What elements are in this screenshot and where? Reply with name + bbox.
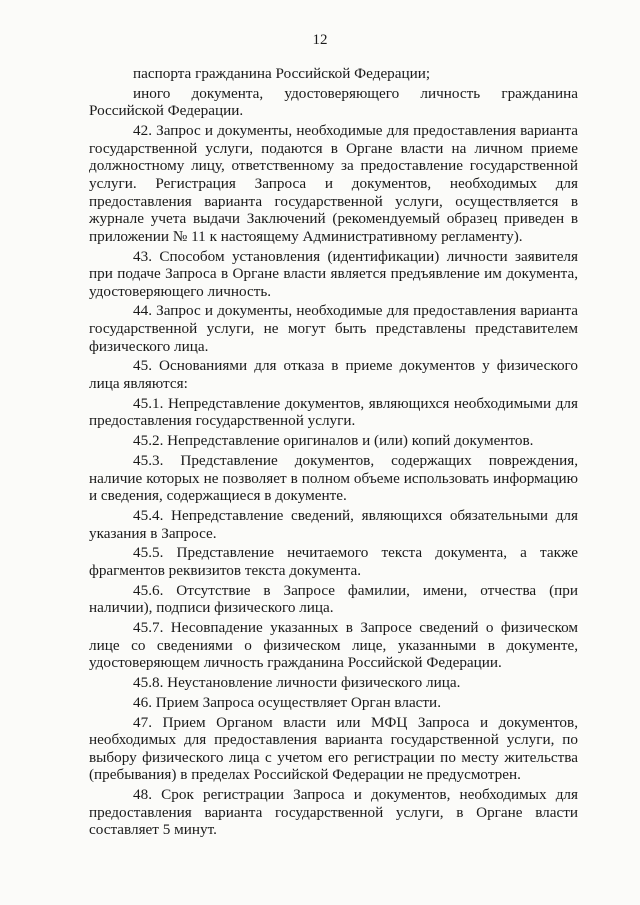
paragraph-48: 48. Срок регистрации Запроса и документов, необходимых для предоставления варианта государственной услуги, в Органе власти составляет 5 минут. bbox=[89, 786, 578, 839]
paragraph-45-6: 45.6. Отсутствие в Запросе фамилии, имени, отчества (при наличии), подписи физического лица. bbox=[89, 581, 578, 617]
document-body bbox=[89, 65, 578, 841]
paragraph-46: 46. Прием Запроса осуществляет Орган власти. bbox=[133, 693, 441, 711]
paragraph: паспорта гражданина Российской Федерации; bbox=[133, 65, 431, 82]
paragraph-45: 45. Основаниями для отказа в приеме документов у физического лица являются: bbox=[89, 357, 578, 393]
paragraph-45-8: 45.8. Неустановление личности физического лица. bbox=[133, 674, 461, 692]
paragraph-47: 47. Прием Органом власти или МФЦ Запроса и документов, необходимых для предоставления варианта государственной услуги, по выбору физического лица с учетом его регистрации по месту жительства (пребывания) в пределах Российской Федерации не предусмотрен. bbox=[89, 713, 578, 784]
paragraph-43: 43. Способом установления (идентификации) личности заявителя при подаче Запроса в Органе власти является предъявление им документа, удостоверяющего личность. bbox=[89, 247, 578, 300]
paragraph-45-3: 45.3. Представление документов, содержащих повреждения, наличие которых не позволяет в полном объеме использовать информацию и сведения, содержащиеся в документе. bbox=[89, 451, 578, 505]
page-number: 12 bbox=[312, 32, 328, 48]
paragraph-45-7: 45.7. Несовпадение указанных в Запросе сведений о физическом лице со сведениями о физическом лице, указанными в документе, удостоверяющем личность гражданина Российской Федерации. bbox=[89, 619, 578, 672]
paragraph-42: 42. Запрос и документы, необходимые для предоставления варианта государственной услуги, подаются в Органе власти на личном приеме должностному лицу, ответственному за предоставление государственной услуги. Регистрация Запроса и документов, необходимых для предоставления варианта государственной услуги, осуществляется в журнале учета выдачи Заключений (рекомендуемый образец приведен в приложении № 11 к настоящему Административному регламенту). bbox=[89, 122, 578, 245]
paragraph-45-2: 45.2. Непредставление оригиналов и (или) копий документов. bbox=[133, 432, 534, 450]
paragraph-45-4: 45.4. Непредставление сведений, являющихся обязательными для указания в Запросе. bbox=[89, 506, 578, 542]
paragraph-45-5: 45.5. Представление нечитаемого текста документа, а также фрагментов реквизитов текста документа. bbox=[89, 544, 578, 579]
paragraph: иного документа, удостоверяющего личность гражданина Российской Федерации. bbox=[89, 84, 578, 120]
paragraph-44: 44. Запрос и документы, необходимые для предоставления варианта государственной услуги, не могут быть представлены представителем физического лица. bbox=[89, 302, 578, 355]
paragraph-45-1: 45.1. Непредставление документов, являющихся необходимыми для предоставления государственной услуги. bbox=[89, 394, 578, 430]
